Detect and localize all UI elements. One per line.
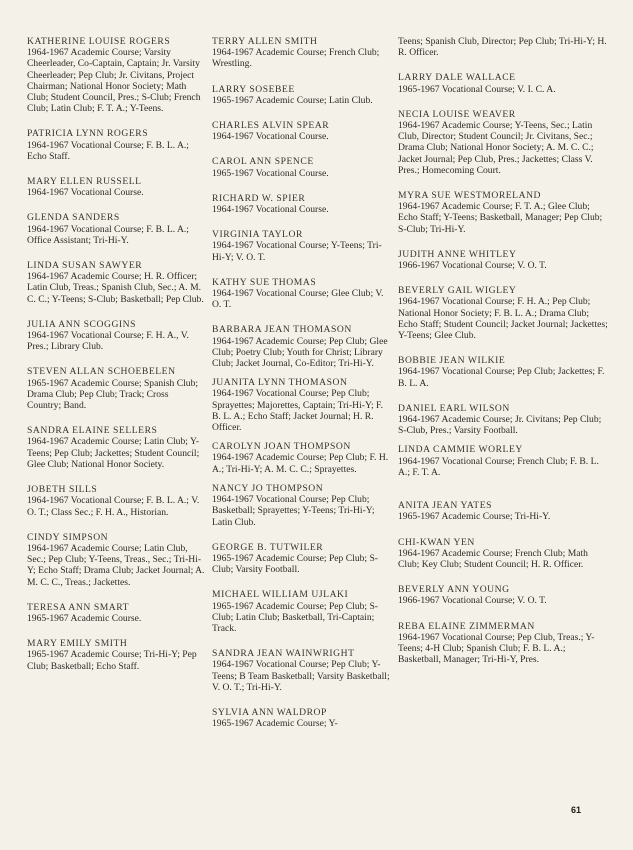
list-item bbox=[398, 500, 608, 522]
student-name: DANIEL EARL WILSON bbox=[398, 402, 510, 414]
student-name: SANDRA ELAINE SELLERS bbox=[27, 425, 158, 437]
list-item bbox=[27, 212, 205, 246]
student-activities: 1964-1967 Vocational Course; F. B. L. A.; V. O. T.; Class Sec.; F. H. A., Historian. bbox=[27, 495, 200, 518]
student-name: CINDY SIMPSON bbox=[27, 531, 109, 543]
student-activities: 1965-1967 Academic Course; Latin Club. bbox=[212, 94, 373, 106]
student-activities: 1965-1967 Vocational Course. bbox=[212, 167, 329, 179]
list-item bbox=[212, 648, 394, 693]
student-activities: 1964-1967 Academic Course; French Club; Math Club; Key Club; Student Council; H. R. Officer. bbox=[398, 547, 588, 570]
student-activities: 1964-1967 Vocational Course; Pep Club, Treas.; Y-Teens; 4-H Club; Spanish Club; F. B. L. A.; Basketball, Manager; Tri-Hi-Y, Pres. bbox=[398, 631, 595, 666]
student-name: CAROL ANN SPENCE bbox=[212, 156, 314, 168]
student-name: REBA ELAINE ZIMMERMAN bbox=[398, 620, 535, 632]
list-item-continued bbox=[398, 36, 608, 58]
list-item bbox=[212, 229, 394, 263]
student-activities: 1964-1967 Academic Course; French Club; Wrestling. bbox=[212, 47, 380, 70]
student-name: GEORGE B. TUTWILER bbox=[212, 541, 324, 553]
list-item bbox=[398, 621, 608, 666]
student-activities: 1964-1967 Vocational Course; Pep Club; Y-Teens; B Team Basketball; Varsity Basketball; V. O. T.; Tri-Hi-Y. bbox=[212, 659, 390, 693]
student-activities: 1964-1967 Vocational Course; Glee Club; V. O. T. bbox=[212, 288, 384, 311]
student-activities: 1964-1967 Vocational Course; F. B. L. A.; Echo Staff. bbox=[27, 139, 189, 162]
list-item bbox=[398, 72, 608, 94]
list-item bbox=[27, 260, 205, 305]
list-item bbox=[212, 542, 394, 576]
list-item bbox=[398, 190, 608, 235]
list-item bbox=[212, 120, 394, 142]
student-activities: 1964-1967 Vocational Course; F. H. A.; Pep Club; National Honor Society; F. B. L. A.; Drama Club; Echo Staff; Student Council; Jacket Journal; Jackettes; Y-Teens; Glee Club. bbox=[398, 296, 608, 342]
list-item bbox=[398, 249, 608, 271]
student-name: CHARLES ALVIN SPEAR bbox=[212, 120, 330, 132]
list-item bbox=[398, 444, 608, 478]
list-item bbox=[27, 128, 205, 162]
student-name: GLENDA SANDERS bbox=[27, 212, 120, 224]
student-name: JOBETH SILLS bbox=[27, 484, 98, 496]
student-activities: 1964-1967 Academic Course; Latin Club; Y-Teens; Pep Club; Jackettes; Student Council; Glee Club; National Honor Society. bbox=[27, 436, 200, 470]
student-activities: 1964-1967 Academic Course; Y-Teens, Sec.; Latin Club, Director; Student Council; Jr. Civitans, Sec.; Drama Club; National Honor Society; A. M. C. C.; Jacket Journal; Pep Club, Pres.; Jackettes; Class V. Pres.; Homecoming Court. bbox=[398, 120, 594, 176]
column-1 bbox=[27, 36, 205, 686]
student-name: MARY EMILY SMITH bbox=[27, 638, 128, 650]
student-name: LARRY SOSEBEE bbox=[212, 83, 295, 95]
student-name: JULIA ANN SCOGGINS bbox=[27, 318, 137, 330]
student-name: CAROLYN JOAN THOMPSON bbox=[212, 441, 351, 453]
student-activities: 1964-1967 Academic Course; Latin Club, Sec.; Pep Club; Y-Teens, Treas., Sec.; Tri-Hi-Y; Echo Staff; Drama Club; Jacket Journal; A. M. C. C., Treas.; Jackettes. bbox=[27, 542, 205, 588]
list-item bbox=[27, 319, 205, 353]
list-item bbox=[212, 84, 394, 106]
student-name: KATHERINE LOUISE ROGERS bbox=[27, 36, 171, 47]
list-item bbox=[27, 425, 205, 470]
list-item bbox=[212, 193, 394, 215]
student-activities: 1964-1967 Academic Course; Jr. Civitans; Pep Club; S-Club, Pres.; Varsity Football. bbox=[398, 414, 602, 437]
student-name: BEVERLY ANN YOUNG bbox=[398, 584, 510, 596]
student-activities: 1965-1967 Academic Course; Pep Club; S-Club; Varsity Football. bbox=[212, 552, 379, 576]
student-activities: 1964-1967 Vocational Course. bbox=[27, 187, 144, 199]
student-activities: 1965-1967 Academic Course; Pep Club; S-Club; Latin Club; Basketball, Tri-Captain; Track. bbox=[212, 600, 379, 634]
student-activities: 1965-1967 Academic Course; Tri-Hi-Y; Pep Club; Basketball; Echo Staff. bbox=[27, 649, 197, 672]
student-activities: 1965-1967 Academic Course. bbox=[27, 612, 142, 624]
student-activities: Teens; Spanish Club, Director; Pep Club; Tri-Hi-Y; H. R. Officer. bbox=[398, 36, 607, 59]
list-item bbox=[398, 285, 608, 341]
column-2 bbox=[212, 36, 394, 743]
student-name: MARY ELLEN RUSSELL bbox=[27, 176, 142, 188]
student-name: JUANITA LYNN THOMASON bbox=[212, 377, 348, 389]
list-item bbox=[212, 36, 394, 70]
list-item bbox=[212, 277, 394, 311]
student-name: LINDA SUSAN SAWYER bbox=[27, 260, 143, 272]
list-item bbox=[27, 36, 205, 114]
list-item bbox=[212, 483, 394, 528]
student-activities: 1964-1967 Academic Course; H. R. Officer; Latin Club, Treas.; Spanish Club, Sec.; A. M. C. C.; Y-Teens; S-Club; Basketball; Pep Club. bbox=[27, 271, 204, 305]
student-name: NANCY JO THOMPSON bbox=[212, 482, 324, 494]
student-name: TERRY ALLEN SMITH bbox=[212, 36, 318, 47]
list-item bbox=[212, 377, 394, 433]
list-item bbox=[212, 707, 394, 729]
student-name: PATRICIA LYNN ROGERS bbox=[27, 128, 149, 140]
list-item bbox=[398, 109, 608, 176]
student-name: CHI-KWAN YEN bbox=[398, 536, 475, 548]
list-item bbox=[27, 484, 205, 518]
student-name: SANDRA JEAN WAINWRIGHT bbox=[212, 648, 355, 660]
student-activities: 1965-1967 Academic Course; Tri-Hi-Y. bbox=[398, 511, 551, 523]
student-activities: 1964-1967 Vocational Course; Pep Club; Basketball; Sprayettes; Y-Teens; Tri-Hi-Y; Latin Club. bbox=[212, 494, 375, 528]
student-activities: 1964-1967 Vocational Course; Pep Club; Jackettes; F. B. L. A. bbox=[398, 366, 605, 389]
student-name: NECIA LOUISE WEAVER bbox=[398, 108, 516, 120]
student-activities: 1964-1967 Academic Course; F. T. A.; Glee Club; Echo Staff; Y-Teens; Basketball, Manager; Pep Club; S-Club; Tri-Hi-Y. bbox=[398, 201, 603, 235]
list-item bbox=[212, 441, 394, 475]
student-name: SYLVIA ANN WALDROP bbox=[212, 706, 327, 718]
student-activities: 1964-1967 Vocational Course. bbox=[212, 131, 329, 143]
student-activities: 1964-1967 Vocational Course; F. B. L. A.; Office Assistant; Tri-Hi-Y. bbox=[27, 223, 189, 246]
page-number: 61 bbox=[571, 805, 582, 815]
list-item bbox=[398, 355, 608, 389]
student-activities: 1966-1967 Vocational Course; V. O. T. bbox=[398, 260, 547, 272]
student-activities: 1964-1967 Academic Course; Pep Club; F. H. A.; Tri-Hi-Y; A. M. C. C.; Sprayettes. bbox=[212, 452, 389, 475]
column-3 bbox=[398, 36, 608, 679]
list-item bbox=[27, 602, 205, 624]
list-item bbox=[212, 324, 394, 369]
student-name: LARRY DALE WALLACE bbox=[398, 72, 516, 84]
student-activities: 1964-1967 Vocational Course; Pep Club; Sprayettes; Majorettes, Captain; Tri-Hi-Y; F. B. L. A.; Echo Staff; Jacket Journal; H. R. Officer. bbox=[212, 388, 384, 434]
list-item bbox=[27, 532, 205, 588]
student-name: BARBARA JEAN THOMASON bbox=[212, 324, 352, 336]
list-item bbox=[212, 589, 394, 634]
list-item bbox=[212, 156, 394, 178]
list-item bbox=[398, 584, 608, 606]
student-activities: 1964-1967 Academic Course; Varsity Cheerleader, Co-Captain, Captain; Jr. Varsity Cheerleader; Pep Club; Jr. Civitans, Project Chairman; National Honor Society; Math Club; Student Council, Pres.; S-Club; French Club; Latin Club; F. T. A.; Y-Teens. bbox=[27, 47, 201, 115]
list-item bbox=[398, 537, 608, 571]
student-activities: 1965-1967 Academic Course; Y- bbox=[212, 718, 338, 730]
list-item bbox=[27, 638, 205, 672]
student-activities: 1966-1967 Vocational Course; V. O. T. bbox=[398, 595, 547, 607]
student-name: STEVEN ALLAN SCHOEBELEN bbox=[27, 366, 176, 378]
student-name: LINDA CAMMIE WORLEY bbox=[398, 444, 523, 456]
student-activities: 1964-1967 Academic Course; Pep Club; Glee Club; Poetry Club; Youth for Christ; Library Club; Jacket Journal, Co-Editor; Tri-Hi-Y. bbox=[212, 335, 388, 370]
student-activities: 1964-1967 Vocational Course. bbox=[212, 204, 329, 216]
student-name: MICHAEL WILLIAM UJLAKI bbox=[212, 589, 349, 601]
list-item bbox=[27, 176, 205, 198]
student-activities: 1964-1967 Vocational Course; French Club; F. B. L. A.; F. T. A. bbox=[398, 455, 599, 478]
list-item bbox=[27, 366, 205, 411]
student-name: TERESA ANN SMART bbox=[27, 601, 130, 613]
student-name: VIRGINIA TAYLOR bbox=[212, 229, 303, 241]
student-activities: 1965-1967 Vocational Course; V. I. C. A. bbox=[398, 83, 556, 95]
student-activities: 1965-1967 Academic Course; Spanish Club; Drama Club; Pep Club; Track; Cross Country; Band. bbox=[27, 377, 199, 412]
student-name: JUDITH ANNE WHITLEY bbox=[398, 248, 517, 260]
student-name: BOBBIE JEAN WILKIE bbox=[398, 355, 506, 367]
student-activities: 1964-1967 Vocational Course; Y-Teens; Tri-Hi-Y; V. O. T. bbox=[212, 240, 382, 263]
student-name: BEVERLY GAIL WIGLEY bbox=[398, 285, 517, 297]
student-name: MYRA SUE WESTMORELAND bbox=[398, 190, 542, 202]
student-activities: 1964-1967 Vocational Course; F. H. A., V. Pres.; Library Club. bbox=[27, 330, 189, 353]
student-name: ANITA JEAN YATES bbox=[398, 500, 493, 512]
list-item bbox=[398, 403, 608, 437]
student-name: RICHARD W. SPIER bbox=[212, 192, 306, 204]
student-name: KATHY SUE THOMAS bbox=[212, 276, 317, 288]
